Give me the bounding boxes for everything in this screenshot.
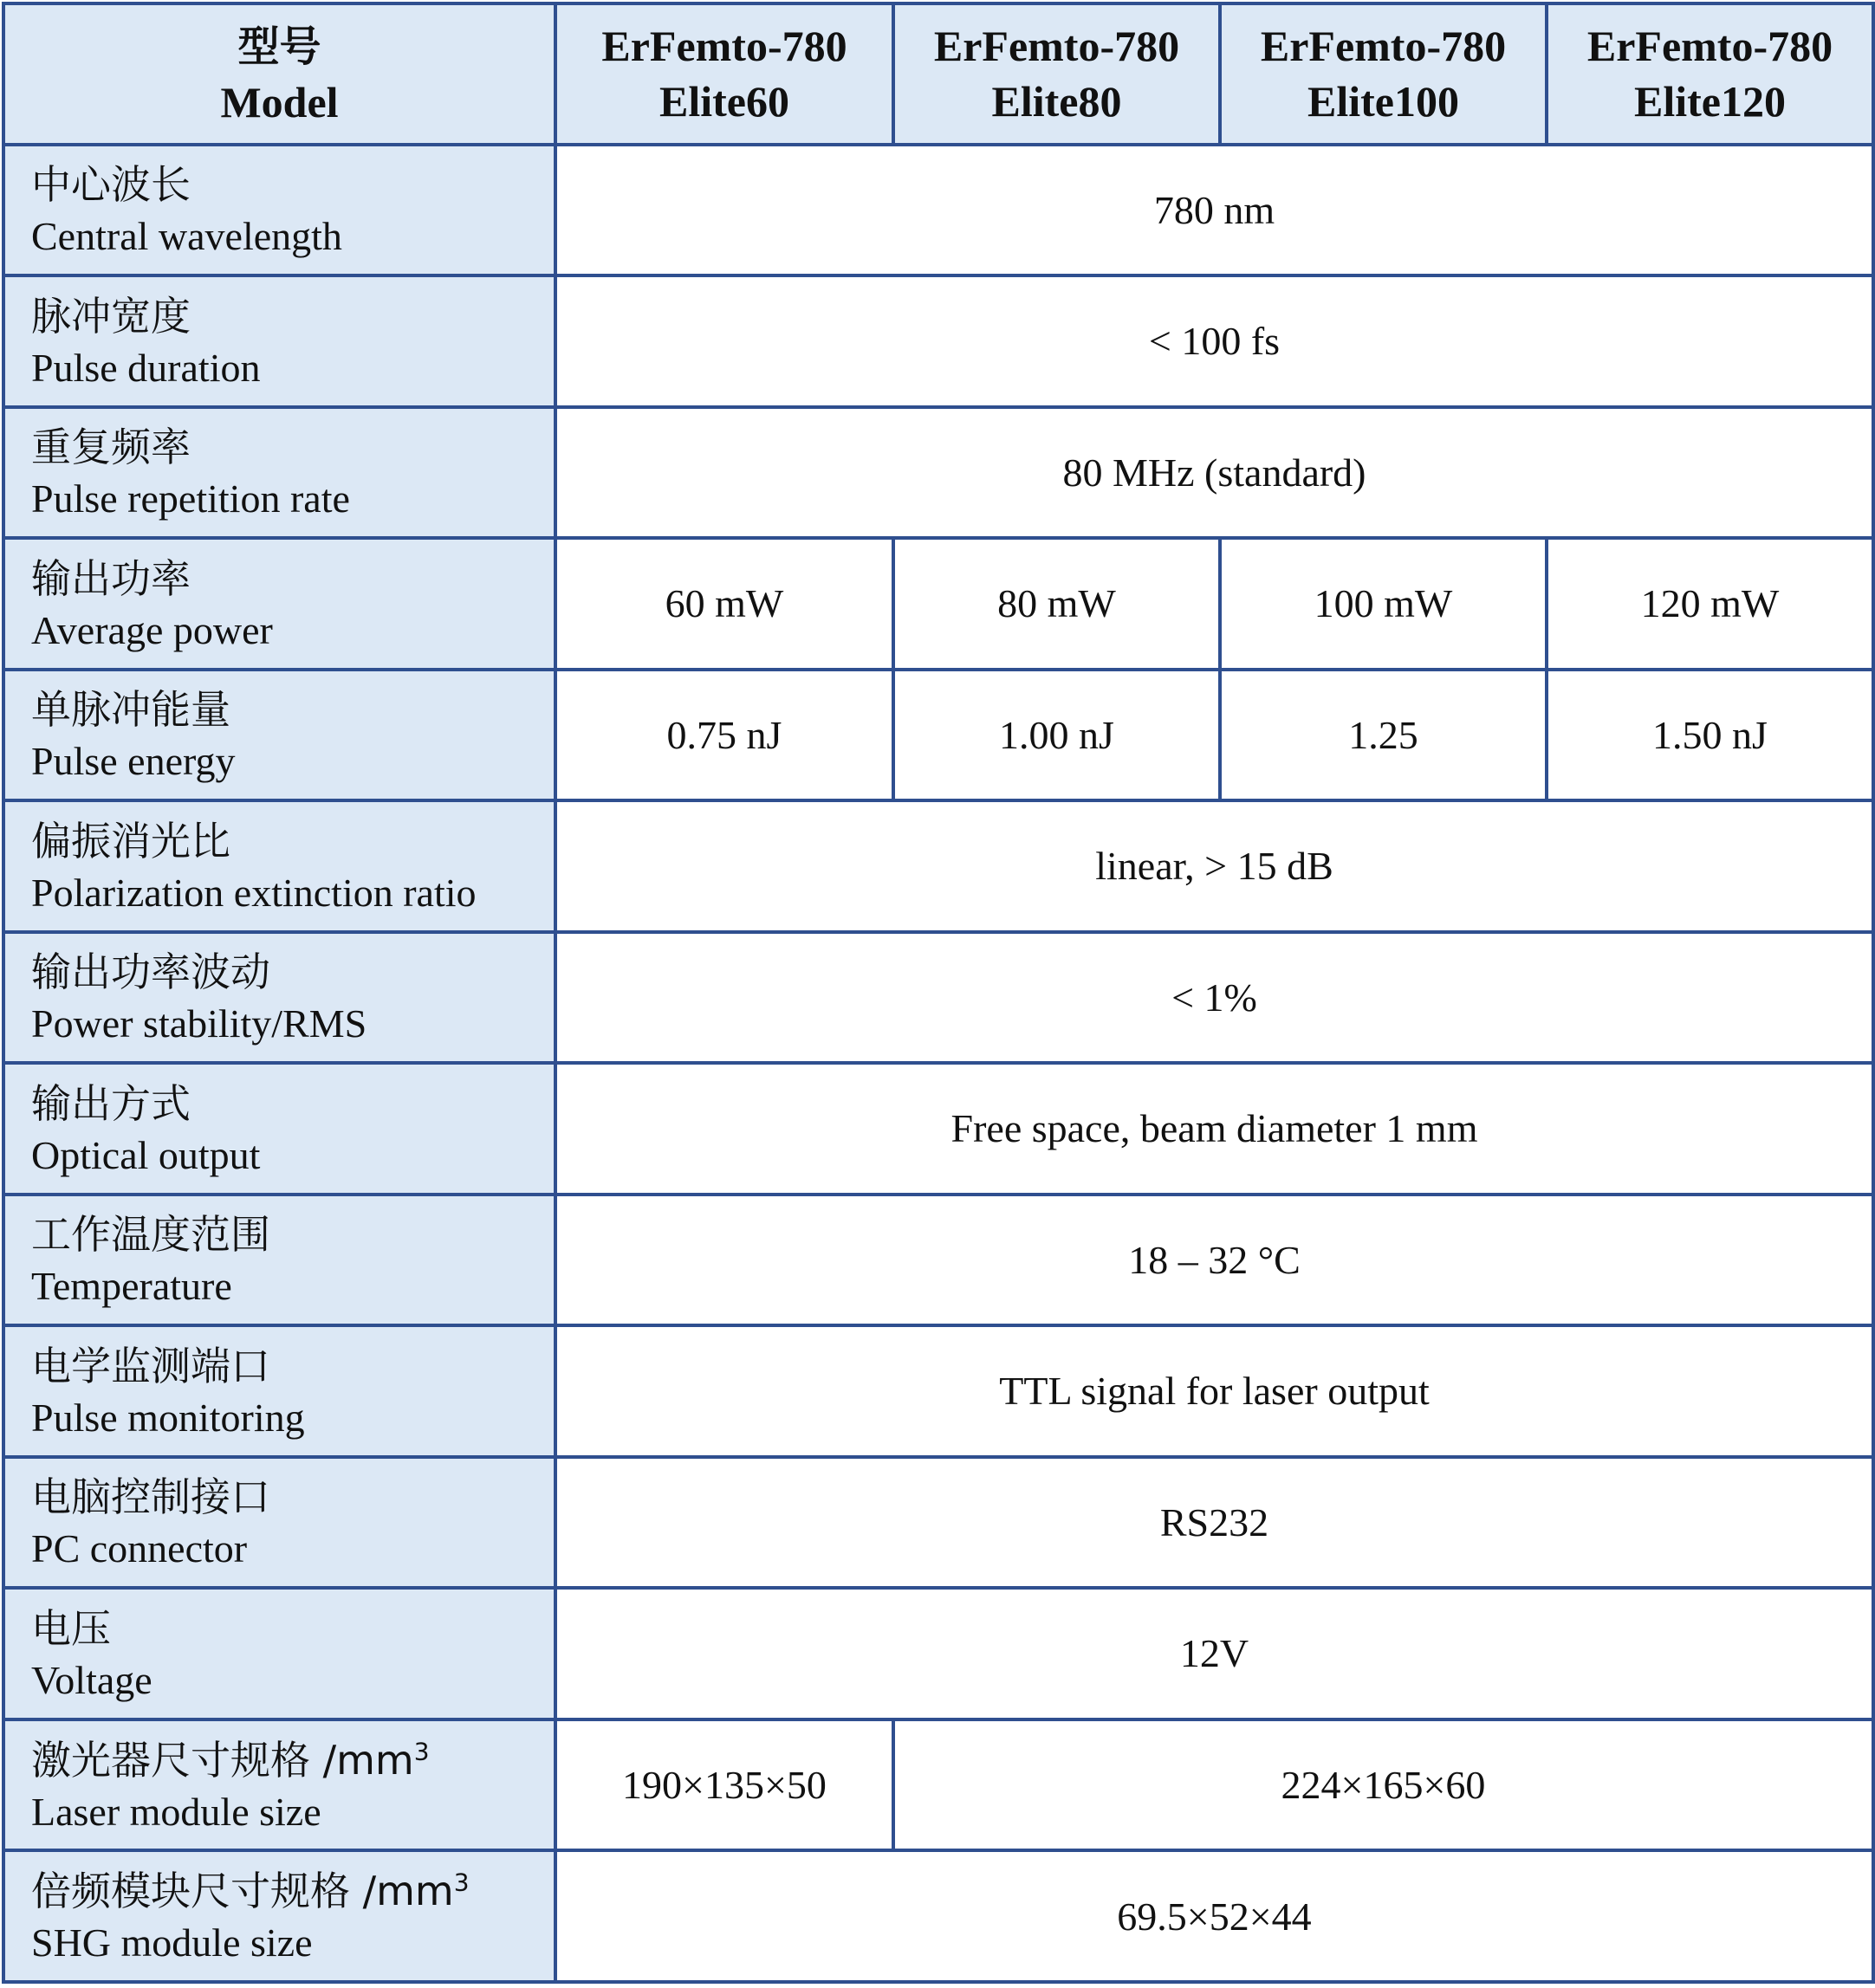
header-elite80 [893, 3, 1220, 145]
label-en: Pulse duration [31, 345, 261, 390]
row-label [3, 932, 555, 1064]
row-central-wavelength [3, 145, 1873, 276]
header-row [3, 3, 1873, 145]
value-cell: 100 mW [1220, 538, 1547, 670]
value-cell: 1.25 [1220, 670, 1547, 801]
label-unit: $/mm^3$ [362, 1868, 470, 1915]
value-cell: Free space, beam diameter 1 mm [555, 1063, 1873, 1195]
header-model-line1: ErFemto-780 [1260, 22, 1507, 71]
row-laser-module-size [3, 1719, 1873, 1851]
row-repetition-rate [3, 407, 1873, 539]
value-cell: 80 mW [893, 538, 1220, 670]
row-label [3, 1719, 555, 1851]
header-model-line2: Elite100 [1307, 77, 1459, 126]
label-zh: 输出功率波动 [31, 949, 270, 996]
value-cell: linear, > 15 dB [555, 800, 1873, 932]
value-cell: 80 MHz (standard) [555, 407, 1873, 539]
row-label [3, 1063, 555, 1195]
label-zh: 电学监测端口 [31, 1342, 270, 1389]
label-zh: 中心波长 [31, 161, 191, 209]
value-cell: 780 nm [555, 145, 1873, 276]
label-zh: 电压 [31, 1604, 111, 1652]
row-shg-module-size [3, 1850, 1873, 1982]
row-label [3, 800, 555, 932]
row-average-power [3, 538, 1873, 670]
row-temperature [3, 1195, 1873, 1326]
label-zh: 输出功率 [31, 554, 191, 602]
row-label [3, 1850, 555, 1982]
label-zh: 电脑控制接口 [31, 1473, 270, 1521]
value-cell: 1.00 nJ [893, 670, 1220, 801]
value-cell: 0.75 nJ [555, 670, 893, 801]
label-en: Optical output [31, 1132, 261, 1177]
row-label [3, 1457, 555, 1589]
value-cell: < 1% [555, 932, 1873, 1064]
value-cell: 1.50 nJ [1547, 670, 1873, 801]
label-en: Power stability/RMS [31, 1001, 367, 1046]
row-pulse-energy [3, 670, 1873, 801]
value-cell: 120 mW [1547, 538, 1873, 670]
label-en: SHG module size [31, 1920, 313, 1965]
header-model-zh: 型号 [237, 22, 321, 71]
header-model-line2: Elite60 [659, 77, 789, 126]
label-zh-text: 倍频模块尺寸规格 [31, 1868, 350, 1915]
value-cell: 60 mW [555, 538, 893, 670]
header-elite120 [1547, 3, 1873, 145]
row-label [3, 670, 555, 801]
label-zh: 偏振消光比 [31, 817, 230, 864]
label-en: Pulse monitoring [31, 1395, 305, 1440]
row-label [3, 275, 555, 407]
row-label [3, 145, 555, 276]
header-model-cell [3, 3, 555, 145]
header-elite60 [555, 3, 893, 145]
label-en: Laser module size [31, 1789, 321, 1834]
label-zh [31, 1864, 554, 1918]
header-model-line1: ErFemto-780 [933, 22, 1180, 71]
label-zh: 重复频率 [31, 424, 191, 471]
spec-table [2, 2, 1875, 1984]
label-unit: $/mm^3$ [322, 1736, 430, 1784]
header-model-line2: Elite120 [1634, 77, 1786, 126]
label-zh [31, 1733, 554, 1787]
header-model-line1: ErFemto-780 [1586, 22, 1833, 71]
label-en: PC connector [31, 1526, 248, 1571]
value-cell: 12V [555, 1588, 1873, 1719]
value-cell: 224×165×60 [893, 1719, 1873, 1851]
row-label [3, 1588, 555, 1719]
row-pc-connector [3, 1457, 1873, 1589]
label-en: Polarization extinction ratio [31, 870, 477, 915]
label-en: Central wavelength [31, 214, 342, 259]
value-cell: 18 – 32 °C [555, 1195, 1873, 1326]
label-zh: 输出方式 [31, 1079, 191, 1127]
label-en: Pulse energy [31, 739, 236, 784]
label-en: Voltage [31, 1657, 152, 1702]
value-cell: < 100 fs [555, 275, 1873, 407]
row-optical-output [3, 1063, 1873, 1195]
header-elite100 [1220, 3, 1547, 145]
label-en: Pulse repetition rate [31, 476, 350, 521]
row-label [3, 1195, 555, 1326]
label-zh: 脉冲宽度 [31, 292, 191, 340]
row-power-stability [3, 932, 1873, 1064]
row-pulse-monitoring [3, 1325, 1873, 1457]
header-model-line1: ErFemto-780 [601, 22, 847, 71]
label-en: Average power [31, 607, 273, 652]
row-voltage [3, 1588, 1873, 1719]
value-cell: RS232 [555, 1457, 1873, 1589]
value-cell: 190×135×50 [555, 1719, 893, 1851]
label-zh: 单脉冲能量 [31, 686, 230, 734]
row-polarization [3, 800, 1873, 932]
row-label [3, 538, 555, 670]
value-cell: 69.5×52×44 [555, 1850, 1873, 1982]
label-zh-text: 激光器尺寸规格 [31, 1736, 310, 1784]
label-zh: 工作温度范围 [31, 1211, 270, 1259]
row-label [3, 1325, 555, 1457]
header-model-en: Model [220, 77, 339, 126]
label-en: Temperature [31, 1264, 232, 1309]
value-cell: TTL signal for laser output [555, 1325, 1873, 1457]
header-model-line2: Elite80 [991, 77, 1122, 126]
row-label [3, 407, 555, 539]
row-pulse-duration [3, 275, 1873, 407]
